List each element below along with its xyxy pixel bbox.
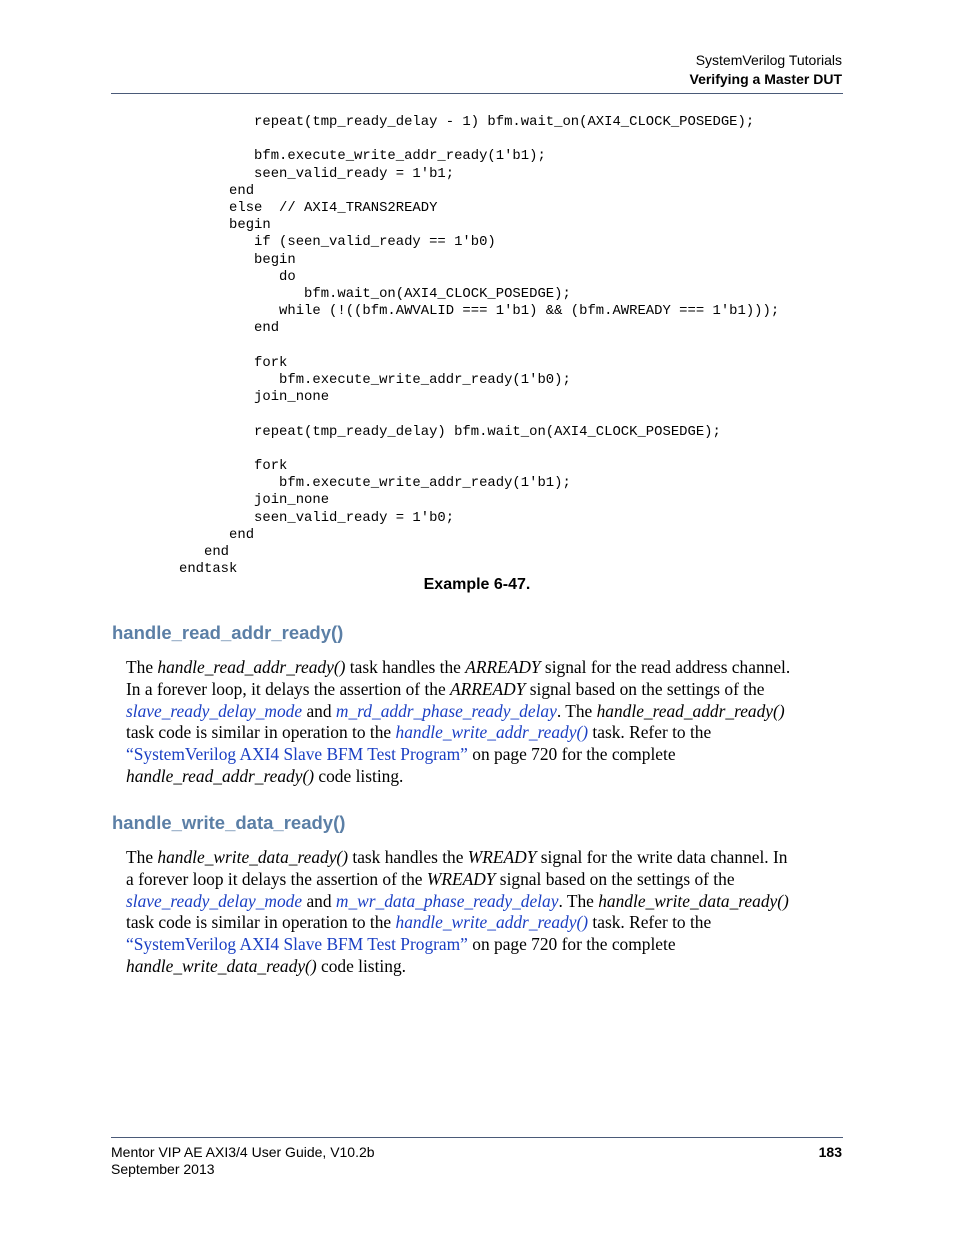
text-line: slave_ready_delay_mode and m_wr_data_phase_ready_delay. The handle_write_data_ready() [126, 890, 789, 911]
header-section-title: SystemVerilog Tutorials [695, 52, 842, 68]
paragraph-handle-write-data-ready [126, 847, 846, 978]
text-line: In a forever loop, it delays the assertion of the ARREADY signal based on the settings of the [126, 678, 765, 699]
footer-date: September 2013 [111, 1161, 215, 1177]
header-rule [111, 93, 843, 94]
text-line: handle_read_addr_ready() code listing. [126, 765, 404, 786]
footer-doc-title: Mentor VIP AE AXI3/4 User Guide, V10.2b [111, 1144, 375, 1160]
example-caption: Example 6-47. [423, 576, 531, 593]
text-line: “SystemVerilog AXI4 Slave BFM Test Program” on page 720 for the complete [126, 744, 676, 765]
page-number: 183 [818, 1144, 842, 1160]
text-line: handle_write_data_ready() code listing. [126, 955, 406, 976]
link-m-wr-data-phase-ready-delay[interactable]: m_wr_data_phase_ready_delay [335, 890, 559, 911]
text-line: “SystemVerilog AXI4 Slave BFM Test Program” on page 720 for the complete [126, 934, 676, 955]
code-listing: repeat(tmp_ready_delay - 1) bfm.wait_on(AXI4_CLOCK_POSEDGE); bfm.execute_write_addr_ready(1'b1); seen_valid_ready = 1'b1; end else // AXI4_TRANS2READY begin if (seen_valid_ready == 1'b0) begin do bfm.wait_on(AXI4_CLOCK_POSEDGE); while (!((bfm.AWVALID === 1'b1) && (bfm.AWREADY === 1'b1))); end fork bfm.execute_write_addr_ready(1'b0); join_none repeat(tmp_ready_delay) bfm.wait_on(AXI4_CLOCK_POSEDGE); fork bfm.execute_write_addr_ready(1'b1); join_none seen_valid_ready = 1'b0; end end endtask [179, 114, 780, 578]
footer-rule [111, 1137, 843, 1138]
paragraph-handle-read-addr-ready [126, 657, 846, 788]
text-line: a forever loop it delays the assertion of the WREADY signal based on the settings of the [126, 868, 735, 889]
link-slave-ready-delay-mode[interactable]: slave_ready_delay_mode [126, 890, 303, 911]
text-line: task code is similar in operation to the handle_write_addr_ready() task. Refer to the [126, 722, 712, 743]
link-handle-write-addr-ready[interactable]: handle_write_addr_ready() [395, 722, 589, 743]
link-slave-ready-delay-mode[interactable]: slave_ready_delay_mode [126, 700, 303, 721]
text-line: The handle_read_addr_ready() task handles the ARREADY signal for the read address channel. [126, 657, 791, 677]
text-line: The handle_write_data_ready() task handles the WREADY signal for the write data channel. In [126, 847, 788, 867]
text-line: task code is similar in operation to the handle_write_addr_ready() task. Refer to the [126, 912, 712, 933]
heading-handle-write-data-ready: handle_write_data_ready() [112, 812, 346, 833]
link-handle-write-addr-ready[interactable]: handle_write_addr_ready() [395, 912, 589, 933]
link-m-rd-addr-phase-ready-delay[interactable]: m_rd_addr_phase_ready_delay [335, 700, 557, 721]
link-slave-bfm-test-program[interactable]: “SystemVerilog AXI4 Slave BFM Test Program” [126, 744, 468, 765]
text-line: slave_ready_delay_mode and m_rd_addr_phase_ready_delay. The handle_read_addr_ready() [126, 700, 785, 721]
heading-handle-read-addr-ready: handle_read_addr_ready() [112, 622, 344, 643]
header-subsection-title: Verifying a Master DUT [689, 71, 842, 87]
link-slave-bfm-test-program[interactable]: “SystemVerilog AXI4 Slave BFM Test Program” [126, 934, 468, 955]
